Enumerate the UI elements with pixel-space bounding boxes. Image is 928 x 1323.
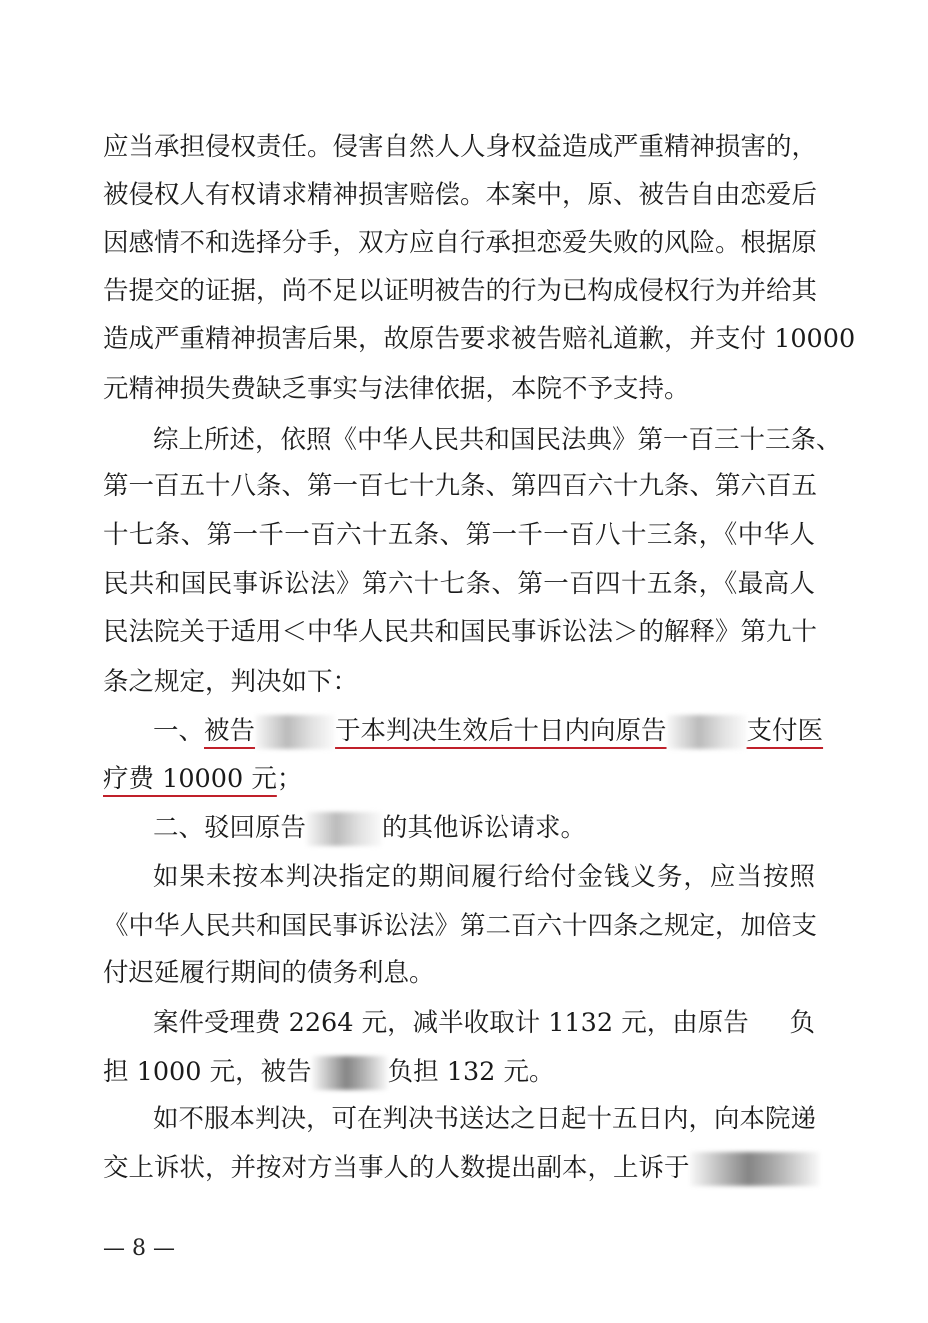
judgment-item-1 <box>153 711 824 751</box>
paragraph-line: 如不服本判决，可在判决书送达之日起十五日内，向本院递 <box>153 1104 817 1134</box>
appeal-line-2-text: 交上诉状，并按对方当事人的人数提出副本，上诉于 <box>103 1153 690 1183</box>
paragraph-line: 告提交的证据，尚不足以证明被告的行为已构成侵权行为并给其 <box>103 276 818 306</box>
paragraph-line: 如果未按本判决指定的期间履行给付金钱义务，应当按照 <box>153 862 815 892</box>
paragraph-line: 第一百五十八条、第一百七十九条、第四百六十九条、第六百五 <box>103 471 818 501</box>
redacted-name <box>306 812 382 846</box>
fee-line-2-a: 担 1000 元，被告 <box>103 1057 312 1087</box>
redacted-name <box>312 1056 388 1090</box>
page-number: — 8 — <box>103 1236 175 1261</box>
paragraph-line: 民法院关于适用＜中华人民共和国民事诉讼法＞的解释》第九十 <box>103 617 818 647</box>
judgment-1-line2: 疗费 10000 元 <box>103 764 277 794</box>
paragraph-line: 民共和国民事诉讼法》第六十七条、第一百四十五条，《最高人 <box>103 569 815 599</box>
judgment-item-2 <box>153 808 815 848</box>
judgment-1-part-c: 支付医 <box>746 716 824 746</box>
fee-line-2 <box>103 1052 815 1092</box>
paragraph-line: 因感情不和选择分手，双方应自行承担恋爱失败的风险。根据原 <box>103 228 818 258</box>
paragraph-line: 综上所述，依照《中华人民共和国民法典》第一百三十三条、 <box>153 425 842 455</box>
paragraph-line: 造成严重精神损害后果，故原告要求被告赔礼道歉，并支付 10000 <box>103 324 856 354</box>
paragraph-line: 被侵权人有权请求精神损害赔偿。本案中，原、被告自由恋爱后 <box>103 180 818 210</box>
judgment-1-line2-end: ； <box>276 764 303 794</box>
judgment-1-prefix: 一、 <box>153 716 205 746</box>
paragraph-line: 元精神损失费缺乏事实与法律依据，本院不予支持。 <box>103 374 690 404</box>
redacted-name <box>667 715 747 749</box>
appeal-line-2 <box>103 1148 815 1188</box>
redacted-name <box>255 715 335 749</box>
judgment-2-part-b: 的其他诉讼请求。 <box>382 813 587 843</box>
fee-line-2-b: 负担 132 元。 <box>387 1057 555 1087</box>
judgment-item-1-cont <box>103 759 815 799</box>
paragraph-line: 应当承担侵权责任。侵害自然人人身权益造成严重精神损害的， <box>103 132 818 162</box>
fee-line-1-text: 案件受理费 2264 元，减半收取计 1132 元，由原告 <box>153 1008 749 1038</box>
judgment-1-part-a: 被告 <box>204 716 256 746</box>
paragraph-line: 条之规定，判决如下： <box>103 667 359 697</box>
paragraph-line: 《中华人民共和国民事诉讼法》第二百六十四条之规定，加倍支 <box>103 911 818 941</box>
judgment-2-part-a: 二、驳回原告 <box>153 813 307 843</box>
redacted-court-name <box>690 1152 820 1186</box>
paragraph-line: 付迟延履行期间的债务利息。 <box>103 958 435 988</box>
fee-line-1-end: 负 <box>789 1008 815 1038</box>
judgment-1-part-b: 于本判决生效后十日内向原告 <box>335 716 667 746</box>
paragraph-line: 十七条、第一千一百六十五条、第一千一百八十三条，《中华人 <box>103 520 815 550</box>
fee-line-1 <box>153 1003 815 1043</box>
